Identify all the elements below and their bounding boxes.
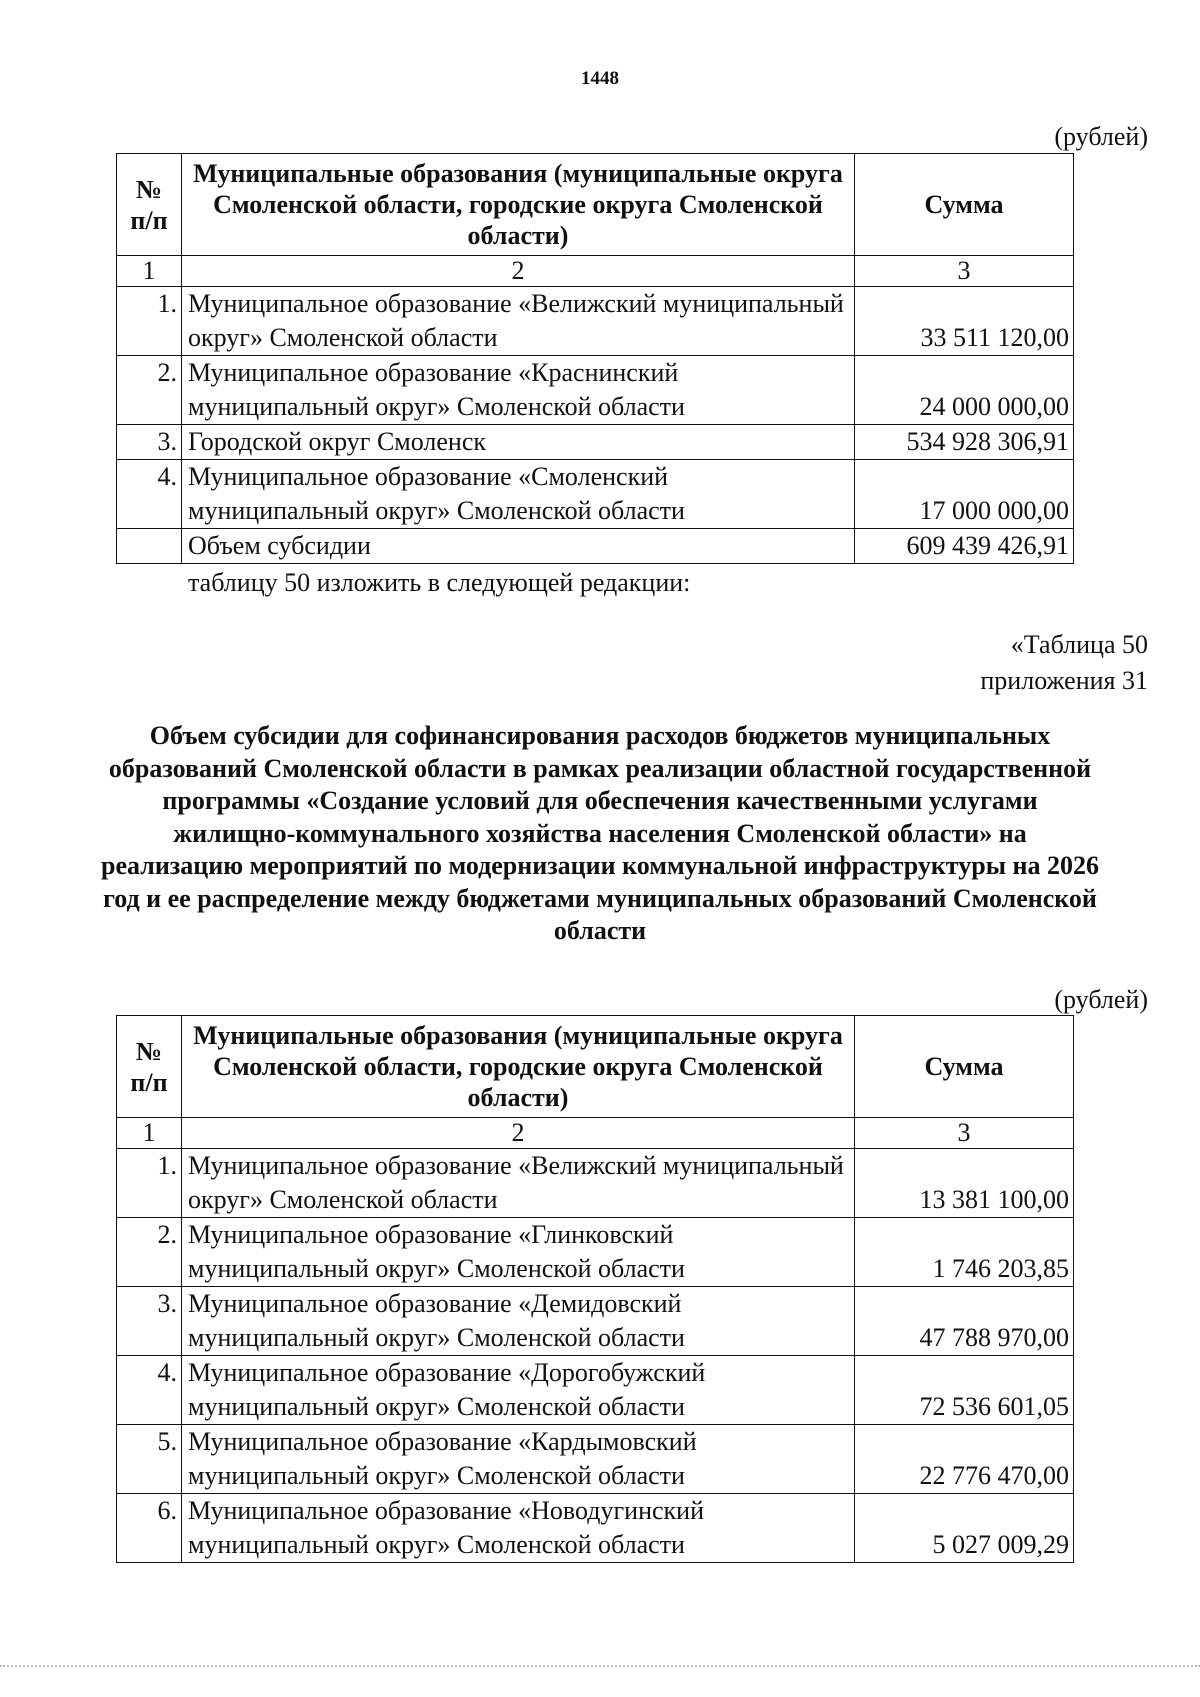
row-number: 1. — [117, 1149, 182, 1218]
column-index: 2 — [182, 256, 855, 287]
table-header-row — [117, 154, 1074, 256]
column-index: 1 — [117, 256, 182, 287]
row-number: 2. — [117, 1218, 182, 1287]
subsidy-table-1 — [116, 153, 1074, 564]
table-row — [117, 1149, 1074, 1218]
table-row — [117, 460, 1074, 529]
table-header-row — [117, 1016, 1074, 1118]
total-row — [117, 529, 1074, 564]
column-index-row — [117, 256, 1074, 287]
table-reference — [980, 627, 1148, 699]
table-row — [117, 1494, 1074, 1563]
municipality-name: Муниципальное образование «Глинковский муниципальный округ» Смоленской области — [182, 1218, 855, 1287]
row-number: 4. — [117, 1356, 182, 1425]
total-label: Объем субсидии — [182, 529, 855, 564]
column-index: 2 — [182, 1118, 855, 1149]
municipality-name: Муниципальное образование «Велижский муниципальный округ» Смоленской области — [182, 1149, 855, 1218]
amount: 13 381 100,00 — [855, 1149, 1074, 1218]
row-number: 2. — [117, 356, 182, 425]
total-amount: 609 439 426,91 — [855, 529, 1074, 564]
municipality-name: Городской округ Смоленск — [182, 425, 855, 460]
municipality-name: Муниципальное образование «Велижский муниципальный округ» Смоленской области — [182, 287, 855, 356]
column-index-row — [117, 1118, 1074, 1149]
row-number: 5. — [117, 1425, 182, 1494]
amount: 17 000 000,00 — [855, 460, 1074, 529]
table-ref-line: «Таблица 50 — [1010, 630, 1148, 659]
amount: 534 928 306,91 — [855, 425, 1074, 460]
amount: 1 746 203,85 — [855, 1218, 1074, 1287]
header-sum: Сумма — [855, 154, 1074, 256]
amount: 33 511 120,00 — [855, 287, 1074, 356]
header-number: № п/п — [117, 1016, 182, 1118]
municipality-name: Муниципальное образование «Кардымовский муниципальный округ» Смоленской области — [182, 1425, 855, 1494]
table-ref-line: приложения 31 — [980, 666, 1148, 695]
units-label: (рублей) — [1054, 122, 1148, 151]
column-index: 1 — [117, 1118, 182, 1149]
column-index: 3 — [855, 1118, 1074, 1149]
table-row — [117, 425, 1074, 460]
subsidy-table-2 — [116, 1015, 1074, 1563]
amount: 72 536 601,05 — [855, 1356, 1074, 1425]
row-number: 4. — [117, 460, 182, 529]
row-number: 3. — [117, 1287, 182, 1356]
scan-edge-divider — [0, 1663, 1200, 1667]
page-number: 1448 — [581, 68, 619, 89]
municipality-name: Муниципальное образование «Смоленский муниципальный округ» Смоленской области — [182, 460, 855, 529]
header-municipalities: Муниципальные образования (муниципальные округа Смоленской области, городские округа Смоленской области) — [182, 154, 855, 256]
table-heading: Объем субсидии для софинансирования расходов бюджетов муниципальных образований Смоленской области в рамках реализации областной государственной программы «Создание условий для обеспечения качественными услугами жилищно-коммунального хозяйства населения Смоленской области» на реализацию мероприятий по модернизации коммунальной инфраструктуры на 2026 год и ее распределение между бюджетами муниципальных образований Смоленской области — [101, 721, 1099, 945]
municipality-name: Муниципальное образование «Дорогобужский муниципальный округ» Смоленской области — [182, 1356, 855, 1425]
empty-cell — [117, 529, 182, 564]
header-municipalities: Муниципальные образования (муниципальные округа Смоленской области, городские округа Смоленской области) — [182, 1016, 855, 1118]
amendment-instruction: таблицу 50 изложить в следующей редакции: — [188, 568, 691, 597]
row-number: 1. — [117, 287, 182, 356]
table-row — [117, 1218, 1074, 1287]
amount: 24 000 000,00 — [855, 356, 1074, 425]
column-index: 3 — [855, 256, 1074, 287]
table-row — [117, 1287, 1074, 1356]
municipality-name: Муниципальное образование «Новодугинский муниципальный округ» Смоленской области — [182, 1494, 855, 1563]
header-number: № п/п — [117, 154, 182, 256]
header-sum: Сумма — [855, 1016, 1074, 1118]
row-number: 6. — [117, 1494, 182, 1563]
municipality-name: Муниципальное образование «Краснинский муниципальный округ» Смоленской области — [182, 356, 855, 425]
table-row — [117, 1425, 1074, 1494]
amount: 22 776 470,00 — [855, 1425, 1074, 1494]
amount: 47 788 970,00 — [855, 1287, 1074, 1356]
units-label: (рублей) — [1054, 985, 1148, 1014]
table-row — [117, 356, 1074, 425]
row-number: 3. — [117, 425, 182, 460]
table-row — [117, 1356, 1074, 1425]
municipality-name: Муниципальное образование «Демидовский муниципальный округ» Смоленской области — [182, 1287, 855, 1356]
amount: 5 027 009,29 — [855, 1494, 1074, 1563]
table-row — [117, 287, 1074, 356]
